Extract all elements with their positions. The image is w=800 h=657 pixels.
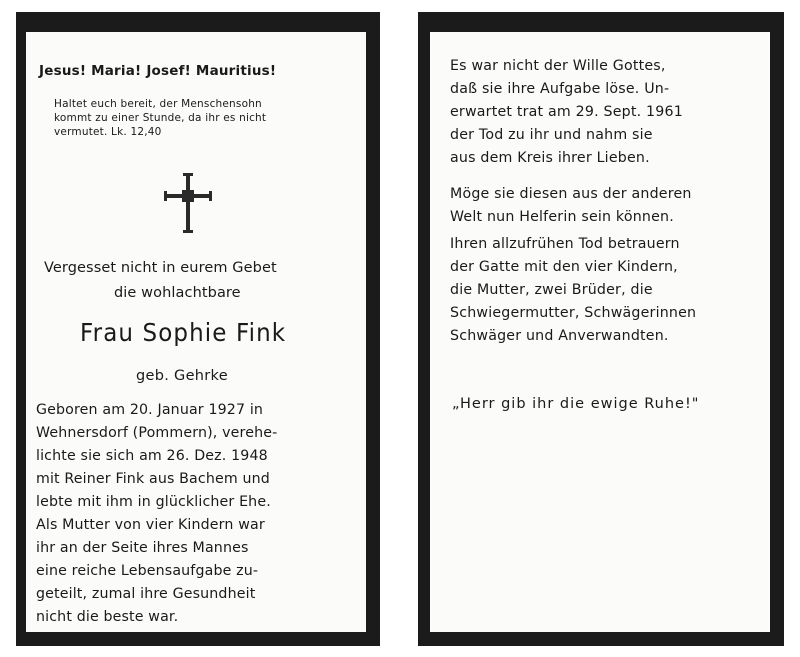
bio-line: ihr an der Seite ihres Mannes bbox=[36, 540, 249, 556]
intro-line: Vergesset nicht in eurem Gebet bbox=[44, 260, 277, 276]
text-line: daß sie ihre Aufgabe löse. Un- bbox=[450, 81, 670, 97]
text-line: erwartet trat am 29. Sept. 1961 bbox=[450, 104, 683, 120]
bio-line: lebte mit ihm in glücklicher Ehe. bbox=[36, 494, 271, 510]
text-line: Es war nicht der Wille Gottes, bbox=[450, 58, 666, 74]
bio-line: Geboren am 20. Januar 1927 in bbox=[36, 402, 264, 418]
text-line: Welt nun Helferin sein können. bbox=[450, 209, 674, 225]
maiden-name: geb. Gehrke bbox=[136, 368, 228, 384]
verse-line: kommt zu einer Stunde, da ihr es nicht bbox=[54, 112, 267, 124]
verse-line: vermutet. Lk. 12,40 bbox=[54, 126, 162, 138]
text-line: der Tod zu ihr und nahm sie bbox=[450, 127, 653, 143]
invocation: Jesus! Maria! Josef! Mauritius! bbox=[39, 63, 277, 79]
left-card-page bbox=[26, 32, 366, 632]
left-card bbox=[16, 12, 380, 646]
right-card bbox=[418, 12, 784, 646]
text-line: die Mutter, zwei Brüder, die bbox=[450, 282, 653, 298]
text-line: Möge sie diesen aus der anderen bbox=[450, 186, 692, 202]
verse-line: Haltet euch bereit, der Menschensohn bbox=[54, 98, 262, 110]
right-card-page bbox=[430, 32, 770, 632]
intro-line: die wohlachtbare bbox=[114, 285, 241, 301]
closing-prayer: „Herr gib ihr die ewige Ruhe!" bbox=[452, 396, 700, 412]
cross-icon bbox=[163, 172, 213, 236]
text-line: der Gatte mit den vier Kindern, bbox=[450, 259, 678, 275]
text-line: Schwiegermutter, Schwägerinnen bbox=[450, 305, 697, 321]
bio-line: geteilt, zumal ihre Gesundheit bbox=[36, 586, 256, 602]
bio-line: nicht die beste war. bbox=[36, 609, 179, 625]
text-line: Schwäger und Anverwandten. bbox=[450, 328, 669, 344]
text-line: aus dem Kreis ihrer Lieben. bbox=[450, 150, 650, 166]
bio-line: Wehnersdorf (Pommern), verehe- bbox=[36, 425, 278, 441]
bio-line: eine reiche Lebensaufgabe zu- bbox=[36, 563, 259, 579]
bio-line: lichte sie sich am 26. Dez. 1948 bbox=[36, 448, 268, 464]
text-line: Ihren allzufrühen Tod betrauern bbox=[450, 236, 680, 252]
deceased-name: Frau Sophie Fink bbox=[80, 318, 287, 347]
bio-line: mit Reiner Fink aus Bachem und bbox=[36, 471, 270, 487]
bio-line: Als Mutter von vier Kindern war bbox=[36, 517, 265, 533]
